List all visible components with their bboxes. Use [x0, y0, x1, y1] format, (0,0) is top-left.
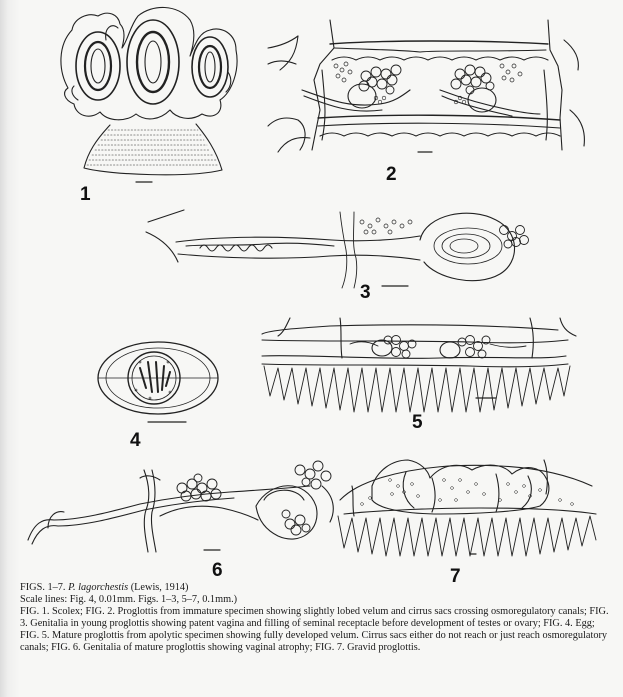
caption-heading	[20, 582, 616, 594]
fig4-label: 4	[130, 430, 141, 451]
fig6-label: 6	[212, 560, 223, 581]
fig5-proglottis-drawing	[262, 318, 576, 412]
figure-caption	[20, 582, 616, 655]
caption-heading-suffix: (Lewis, 1914)	[128, 582, 189, 593]
fig4-egg-drawing	[98, 342, 218, 422]
fig3-genitalia-drawing	[146, 210, 529, 288]
fig7-gravid-drawing	[338, 460, 596, 556]
caption-species: P. lagorchestis	[68, 582, 129, 593]
fig2-label: 2	[386, 164, 397, 185]
fig7-label: 7	[450, 566, 461, 587]
caption-body: FIG. 1. Scolex; FIG. 2. Proglottis from immature specimen showing slightly lobed velum and cirrus sacs crossing osmoregulatory canals; FIG. 3. Genitalia in young proglottis showing patent vagina and filling of seminal receptacle before development of testes or ovary; FIG. 4. Egg; FIG. 5. Mature proglottis from apolytic specimen showing fully developed velum. Cirrus sacs either do not reach or just reach osmoregulatory canals; FIG. 6. Genitalia of mature proglottis showing vaginal atrophy; FIG. 7. Gravid proglottis.	[20, 606, 609, 654]
fig1-scolex-drawing	[61, 7, 237, 182]
fig6-genitalia-drawing	[28, 461, 333, 552]
caption-scale-lines: Scale lines: Fig. 4, 0.01mm. Figs. 1–3, 5–7, 0.1mm.)	[20, 594, 238, 606]
fig1-label: 1	[80, 184, 91, 205]
caption-heading-prefix: FIGS. 1–7.	[20, 582, 69, 593]
fig2-proglottis-drawing	[268, 20, 584, 152]
fig3-label: 3	[360, 282, 371, 303]
fig5-label: 5	[412, 412, 423, 433]
